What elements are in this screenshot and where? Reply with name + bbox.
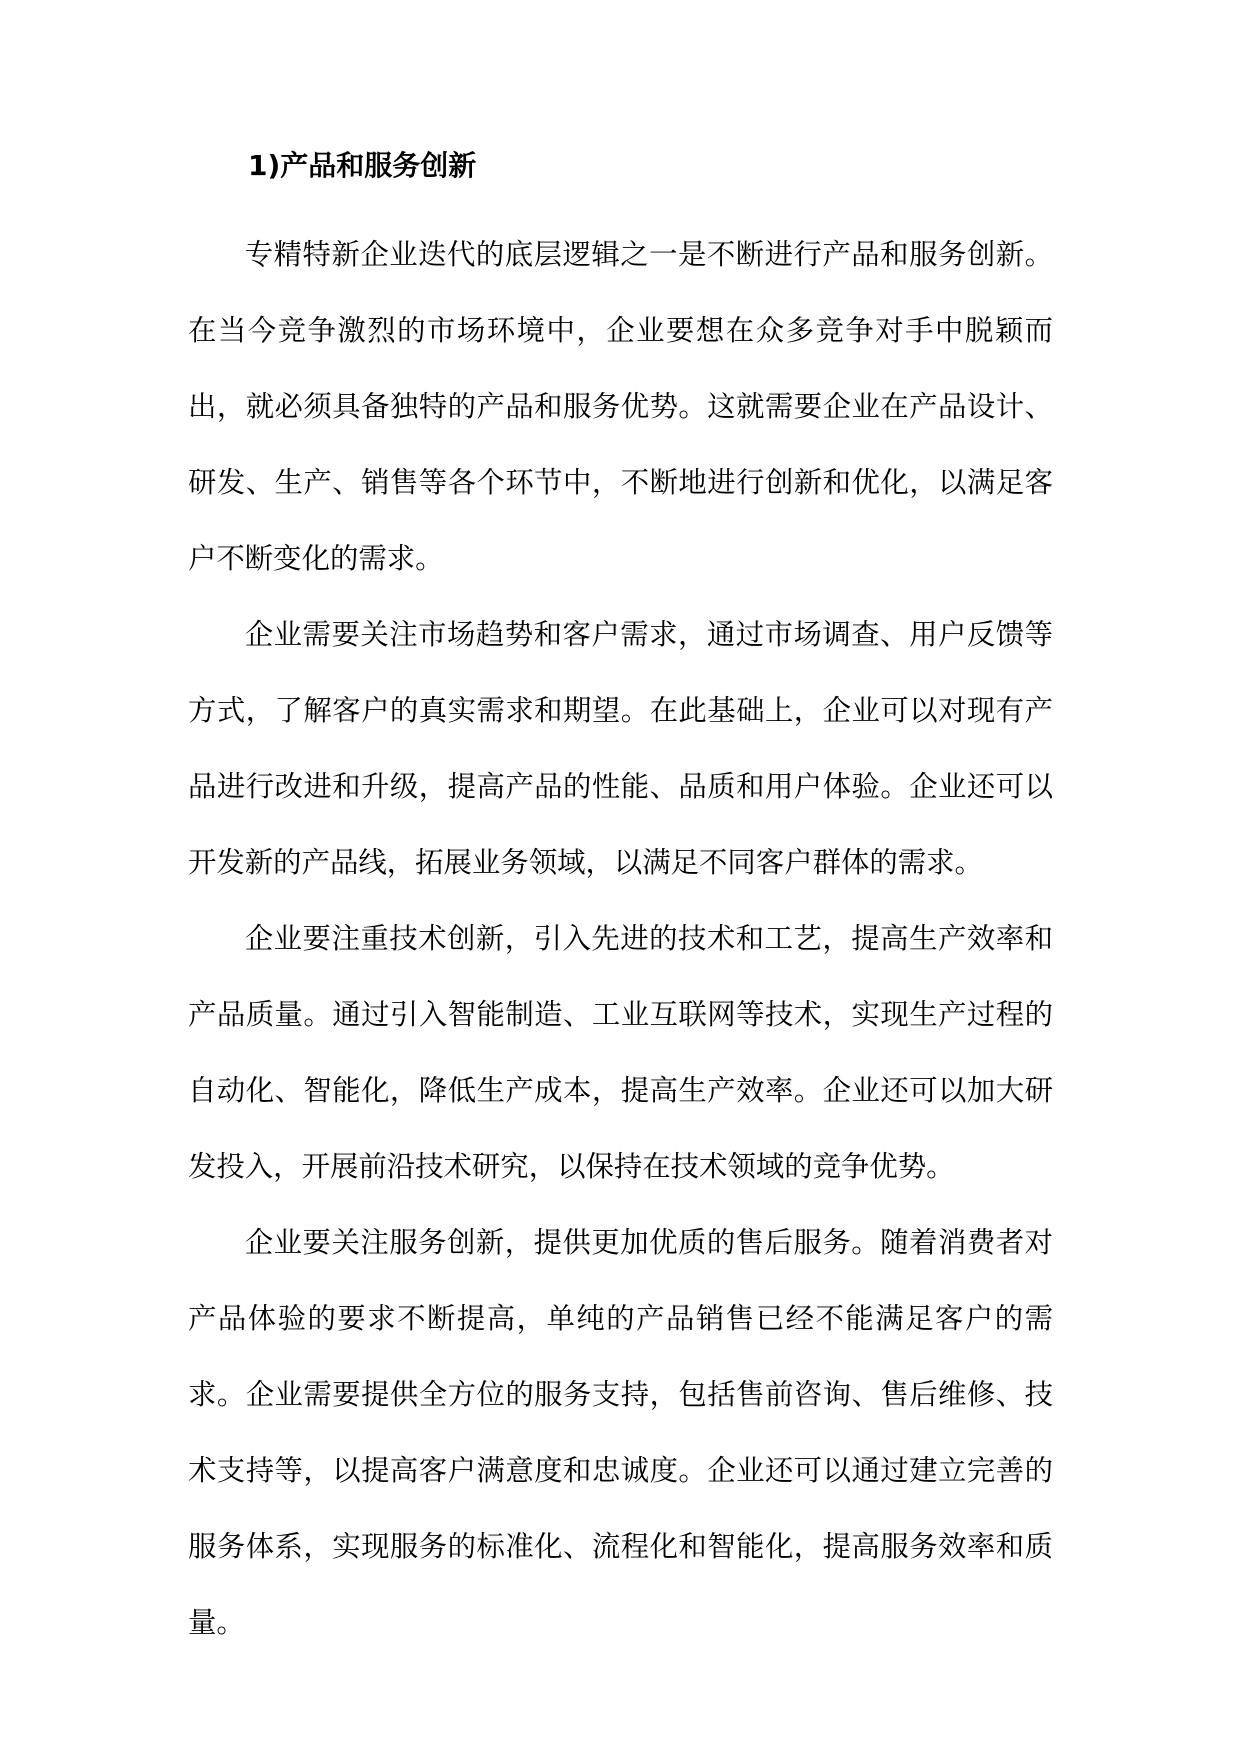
paragraph-technology-innovation: 企业要注重技术创新，引入先进的技术和工艺，提高生产效率和产品质量。通过引入智能制造、工业互联网等技术，实现生产过程的自动化、智能化，降低生产成本，提高生产效率。企业还可以加大研发投入，开展前沿技术研究，以保持在技术领域的竞争优势。 <box>188 922 1053 1183</box>
document-body <box>188 141 1053 1661</box>
section-heading: 1)产品和服务创新 <box>248 149 477 182</box>
paragraph-service-innovation: 企业要关注服务创新，提供更加优质的售后服务。随着消费者对产品体验的要求不断提高，单纯的产品销售已经不能满足客户的需求。企业需要提供全方位的服务支持，包括售前咨询、售后维修、技术支持等，以提高客户满意度和忠诚度。企业还可以通过建立完善的服务体系，实现服务的标准化、流程化和智能化，提高服务效率和质量。 <box>188 1226 1053 1639</box>
paragraph-product-service-innovation: 专精特新企业迭代的底层逻辑之一是不断进行产品和服务创新。在当今竞争激烈的市场环境中，企业要想在众多竞争对手中脱颖而出，就必须具备独特的产品和服务优势。这就需要企业在产品设计、研发、生产、销售等各个环节中，不断地进行创新和优化，以满足客户不断变化的需求。 <box>188 238 1053 575</box>
paragraph-market-customer-needs: 企业需要关注市场趋势和客户需求，通过市场调查、用户反馈等方式，了解客户的真实需求和期望。在此基础上，企业可以对现有产品进行改进和升级，提高产品的性能、品质和用户体验。企业还可以开发新的产品线，拓展业务领域，以满足不同客户群体的需求。 <box>188 618 1053 879</box>
